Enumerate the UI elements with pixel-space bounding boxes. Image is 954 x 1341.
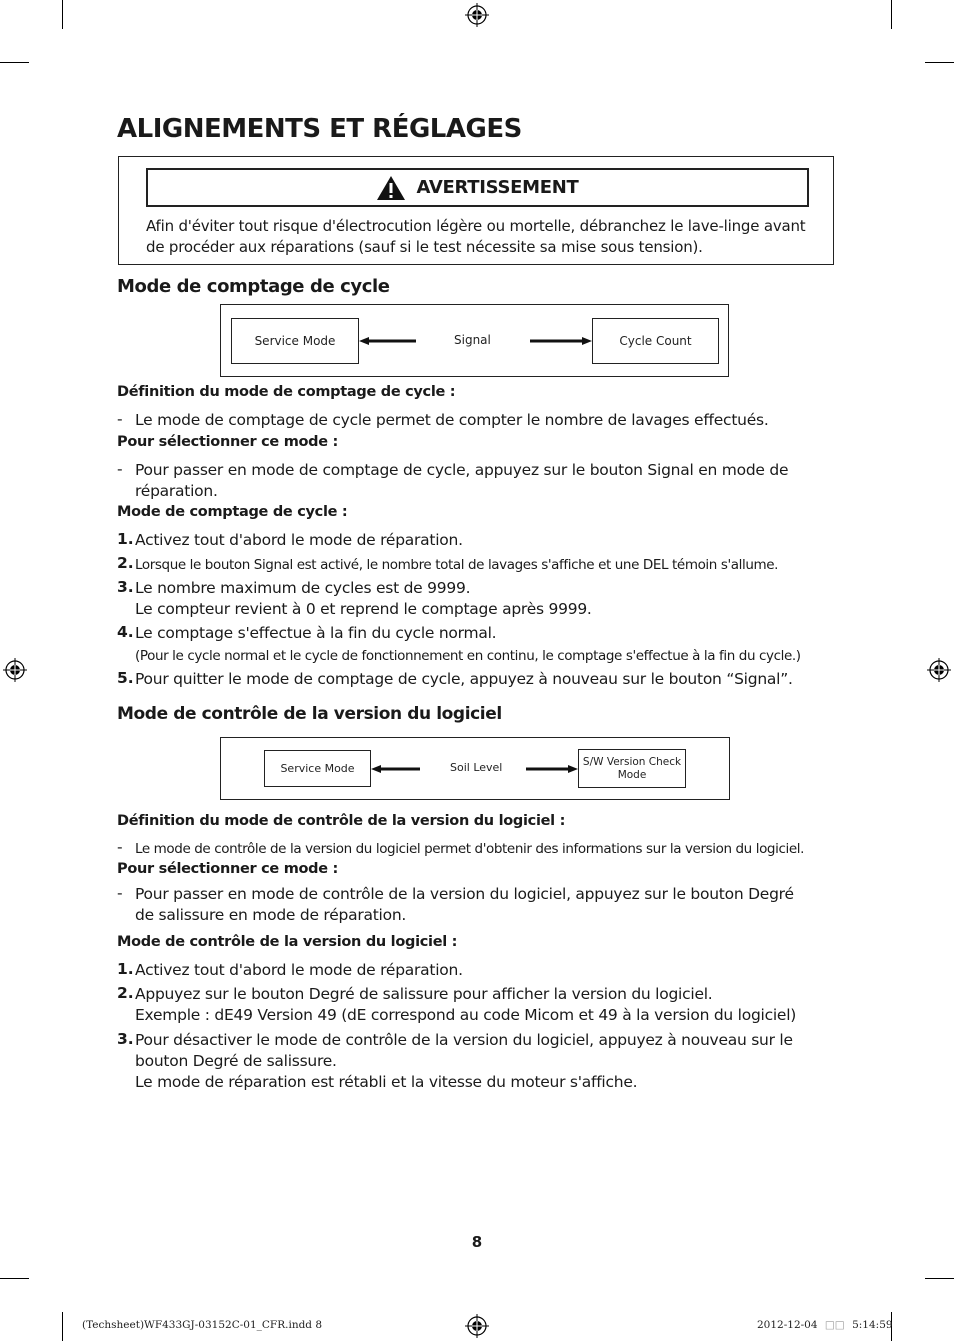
steps-heading: Mode de contrôle de la version du logiciel : (117, 934, 458, 950)
step-number: 1. (117, 530, 134, 548)
step-text-continued: Le mode de réparation est rétabli et la vitesse du moteur s'affiche. (135, 1073, 638, 1091)
step-number: 1. (117, 960, 134, 978)
cycle-count-diagram (220, 304, 729, 377)
crop-mark (0, 62, 29, 63)
crop-mark (925, 1278, 954, 1279)
warning-text: Afin d'éviter tout risque d'électrocution légère ou mortelle, débranchez le lave-linge avant de procéder aux réparations (sauf si le test nécessite sa mise sous tension). (146, 217, 806, 256)
crop-mark (62, 1312, 63, 1341)
diagram-service-mode-box: Service Mode (231, 318, 359, 364)
footer-filename: (Techsheet)WF433GJ-03152C-01_CFR.indd 8 (82, 1319, 323, 1331)
step-number: 3. (117, 578, 134, 596)
definition-text: Le mode de comptage de cycle permet de compter le nombre de lavages effectués. (135, 411, 769, 429)
bullet-dash: - (117, 410, 123, 428)
definition-heading: Définition du mode de comptage de cycle : (117, 384, 456, 400)
step-text: Lorsque le bouton Signal est activé, le nombre total de lavages s'affiche et une DEL témoin s'allume. (135, 557, 779, 573)
bullet-dash: - (117, 884, 123, 902)
page-number: 8 (471, 1233, 483, 1251)
warning-box (118, 156, 834, 265)
footer-date: 2012-12-04 (757, 1319, 818, 1331)
definition-text: Le mode de contrôle de la version du logiciel permet d'obtenir des informations sur la version du logiciel. (135, 841, 804, 857)
footer-time: 5:14:59 (852, 1319, 893, 1331)
sw-version-check-line2: Mode (617, 768, 647, 781)
section-heading-cycle-count: Mode de comptage de cycle (117, 276, 390, 297)
select-heading: Pour sélectionner ce mode : (117, 434, 339, 450)
step-text: Activez tout d'abord le mode de réparation. (135, 961, 463, 979)
diagram-signal-button-label: Signal (454, 333, 491, 347)
step-number: 2. (117, 554, 134, 572)
step-text-continued: Exemple : dE49 Version 49 (dE correspond au code Micom et 49 à la version du logiciel) (135, 1006, 797, 1024)
crop-mark (891, 0, 892, 29)
software-version-diagram (220, 737, 730, 800)
step-text: Le nombre maximum de cycles est de 9999. (135, 579, 471, 597)
bullet-dash: - (117, 460, 123, 478)
step-text: Pour désactiver le mode de contrôle de la version du logiciel, appuyez à nouveau sur le bouton Degré de salissure. (135, 1031, 793, 1070)
arrow-right-icon (526, 763, 578, 775)
footer-garbled-text: □□ (824, 1319, 845, 1331)
step-text: Appuyez sur le bouton Degré de salissure pour afficher la version du logiciel. (135, 985, 713, 1003)
step-text: Pour quitter le mode de comptage de cycle, appuyez à nouveau sur le bouton “Signal”. (135, 670, 793, 688)
step-note: (Pour le cycle normal et le cycle de fonctionnement en continu, le comptage s'effectue à la fin du cycle.) (135, 648, 801, 664)
step-number: 5. (117, 669, 134, 687)
warning-heading: AVERTISSEMENT (416, 177, 579, 198)
select-text: Pour passer en mode de comptage de cycle, appuyez sur le bouton Signal en mode de réparation. (135, 461, 789, 500)
arrow-left-icon (359, 335, 417, 347)
registration-mark-icon (465, 1314, 489, 1338)
footer-timestamp (757, 1319, 893, 1331)
registration-mark-icon (3, 658, 27, 682)
diagram-sw-version-check-box (578, 749, 686, 788)
step-text: Activez tout d'abord le mode de réparation. (135, 531, 463, 549)
step-number: 2. (117, 984, 134, 1002)
select-heading: Pour sélectionner ce mode : (117, 861, 339, 877)
step-number: 4. (117, 623, 134, 641)
crop-mark (925, 62, 954, 63)
diagram-soil-level-button-label: Soil Level (450, 761, 503, 774)
arrow-right-icon (530, 335, 592, 347)
step-text: Le comptage s'effectue à la fin du cycle normal. (135, 624, 497, 642)
crop-mark (62, 0, 63, 29)
registration-mark-icon (927, 658, 951, 682)
definition-heading: Définition du mode de contrôle de la version du logiciel : (117, 813, 566, 829)
sw-version-check-line1: S/W Version Check (582, 755, 682, 768)
step-number: 3. (117, 1030, 134, 1048)
diagram-service-mode-box: Service Mode (264, 750, 371, 787)
step-text-continued: Le compteur revient à 0 et reprend le comptage après 9999. (135, 600, 592, 618)
warning-header (146, 168, 809, 207)
registration-mark-icon (465, 3, 489, 27)
diagram-cycle-count-box: Cycle Count (592, 318, 719, 364)
arrow-left-icon (371, 763, 421, 775)
crop-mark (0, 1278, 29, 1279)
bullet-dash: - (117, 838, 123, 856)
steps-heading: Mode de comptage de cycle : (117, 504, 348, 520)
section-heading-software-version: Mode de contrôle de la version du logiciel (117, 704, 502, 724)
select-text: Pour passer en mode de contrôle de la version du logiciel, appuyez sur le bouton Degré de salissure en mode de réparation. (135, 885, 794, 924)
page-title: ALIGNEMENTS ET RÉGLAGES (117, 114, 522, 144)
warning-triangle-icon (376, 175, 406, 201)
